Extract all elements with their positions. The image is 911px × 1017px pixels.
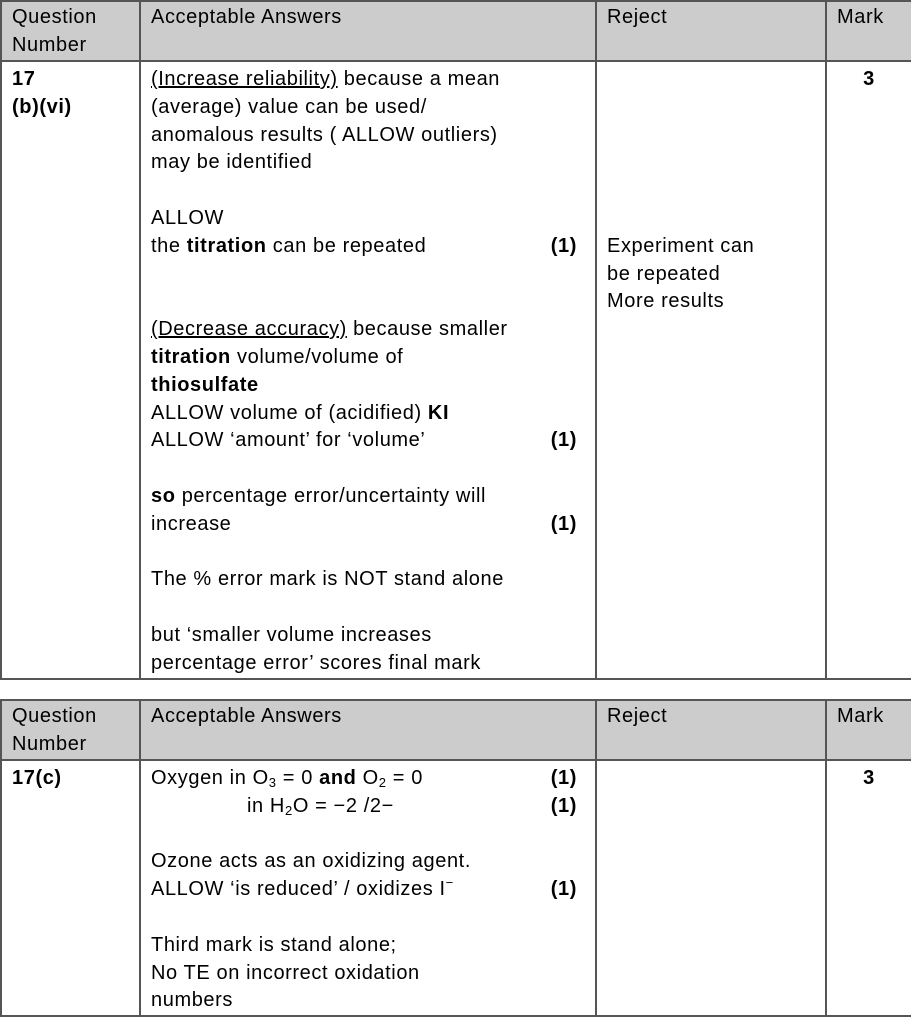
- answer-line: [151, 372, 595, 400]
- blank-line: [151, 261, 595, 289]
- answer-line: [151, 344, 595, 372]
- answer-text: increase: [151, 512, 232, 535]
- blank-line: [151, 177, 595, 205]
- bold-term: and: [319, 767, 357, 789]
- underlined-heading: (Decrease accuracy): [151, 318, 347, 341]
- reject-line: Experiment can: [607, 234, 755, 257]
- mark-cell: 3: [826, 760, 911, 1016]
- answer-line: [151, 483, 595, 511]
- answer-line: Ozone acts as an oxidizing agent.: [151, 850, 471, 873]
- answer-line: The % error mark is NOT stand alone: [151, 568, 504, 591]
- answer-text: ALLOW ‘amount’ for ‘volume’: [151, 429, 426, 452]
- blank-line: [607, 205, 825, 233]
- answer-text: O: [356, 767, 379, 789]
- answer-line: (average) value can be used/: [151, 95, 427, 118]
- header-mark: Mark: [826, 700, 911, 760]
- mark-allocation: (1): [550, 512, 577, 535]
- table-header-row: [1, 1, 911, 61]
- mark-allocation: (1): [550, 794, 577, 817]
- answer-line: percentage error’ scores final mark: [151, 651, 482, 674]
- blank-line: [607, 122, 825, 150]
- mark-scheme-table-17c: [0, 699, 911, 1017]
- blank-line: [151, 288, 595, 316]
- answer-text: because a mean: [337, 68, 501, 90]
- answer-line: [151, 511, 595, 539]
- header-reject: Reject: [596, 1, 826, 61]
- blank-line: [607, 149, 825, 177]
- superscript: −: [445, 875, 454, 891]
- answer-line: [151, 793, 595, 821]
- answer-line: [151, 876, 595, 904]
- answer-line: may be identified: [151, 151, 313, 174]
- answer-text: can be repeated: [266, 234, 427, 257]
- mark-allocation: (1): [550, 767, 577, 789]
- answer-line: numbers: [151, 989, 234, 1012]
- blank-line: [151, 539, 595, 567]
- header-question-l2: Number: [12, 732, 87, 755]
- answer-line: ALLOW: [151, 206, 225, 229]
- answer-text: Oxygen in O: [151, 767, 269, 789]
- question-number-cell: 17(c): [1, 760, 140, 1016]
- reject-cell: [596, 61, 826, 679]
- answer-text: = 0: [276, 767, 320, 789]
- answer-line: [151, 233, 595, 261]
- blank-line: [151, 455, 595, 483]
- bold-term: so: [151, 484, 176, 507]
- blank-line: [151, 904, 595, 932]
- answer-line: [151, 66, 595, 94]
- mark-allocation: (1): [550, 429, 577, 452]
- header-reject: Reject: [596, 700, 826, 760]
- mark-allocation: (1): [550, 878, 577, 901]
- answer-line: [151, 400, 595, 428]
- answer-text: ALLOW volume of (acidified): [151, 401, 428, 424]
- answer-text: = 0: [386, 767, 423, 789]
- question-number-cell: [1, 61, 140, 679]
- header-question-l1: Question: [12, 6, 97, 28]
- blank-line: [151, 821, 595, 849]
- answer-line: [151, 427, 595, 455]
- answer-text: [151, 233, 426, 261]
- answer-line: but ‘smaller volume increases: [151, 623, 432, 646]
- bold-term: KI: [427, 401, 450, 424]
- acceptable-answers-cell: [140, 61, 596, 679]
- answer-text: in H: [247, 794, 285, 817]
- answer-text: [151, 793, 394, 821]
- mark-allocation: (1): [550, 234, 577, 257]
- subscript: 3: [268, 775, 277, 790]
- header-question-number: [1, 700, 140, 760]
- blank-line: [151, 594, 595, 622]
- underlined-heading: (Increase reliability): [151, 68, 338, 90]
- answer-text: the: [151, 234, 187, 257]
- reject-line: be repeated: [607, 262, 721, 285]
- reject-cell: [596, 760, 826, 1016]
- bold-term: thiosulfate: [151, 373, 259, 396]
- bold-term: titration: [151, 345, 231, 368]
- answer-text: percentage error/uncertainty will: [175, 484, 487, 507]
- table-header-row: [1, 700, 911, 760]
- subscript: 2: [284, 802, 293, 818]
- blank-line: [607, 94, 825, 122]
- mark-cell: 3: [826, 61, 911, 679]
- answer-line: anomalous results ( ALLOW outliers): [151, 123, 498, 146]
- table-row: [1, 61, 911, 679]
- header-acceptable-answers: Acceptable Answers: [140, 1, 596, 61]
- answer-line: [151, 316, 595, 344]
- bold-term: titration: [186, 234, 267, 257]
- answer-text: [151, 765, 423, 793]
- reject-line: More results: [607, 290, 725, 313]
- blank-line: [607, 177, 825, 205]
- answer-line: Third mark is stand alone;: [151, 933, 397, 956]
- question-number: 17: [12, 68, 36, 90]
- answer-line: No TE on incorrect oxidation: [151, 961, 420, 984]
- answer-text: because smaller: [346, 318, 508, 341]
- header-question-number: [1, 1, 140, 61]
- blank-line: [607, 66, 825, 94]
- question-part: (b)(vi): [12, 95, 72, 118]
- header-question-l1: Question: [12, 705, 97, 727]
- answer-text: [151, 876, 454, 904]
- header-question-l2: Number: [12, 33, 87, 56]
- header-acceptable-answers: Acceptable Answers: [140, 700, 596, 760]
- header-mark: Mark: [826, 1, 911, 61]
- answer-text: O = −2 /2−: [292, 794, 394, 817]
- answer-text: volume/volume of: [230, 345, 404, 368]
- subscript: 2: [378, 775, 387, 790]
- table-row: [1, 760, 911, 1016]
- answer-line: [151, 765, 595, 793]
- answer-text: ALLOW ‘is reduced’ / oxidizes I: [151, 878, 446, 901]
- acceptable-answers-cell: [140, 760, 596, 1016]
